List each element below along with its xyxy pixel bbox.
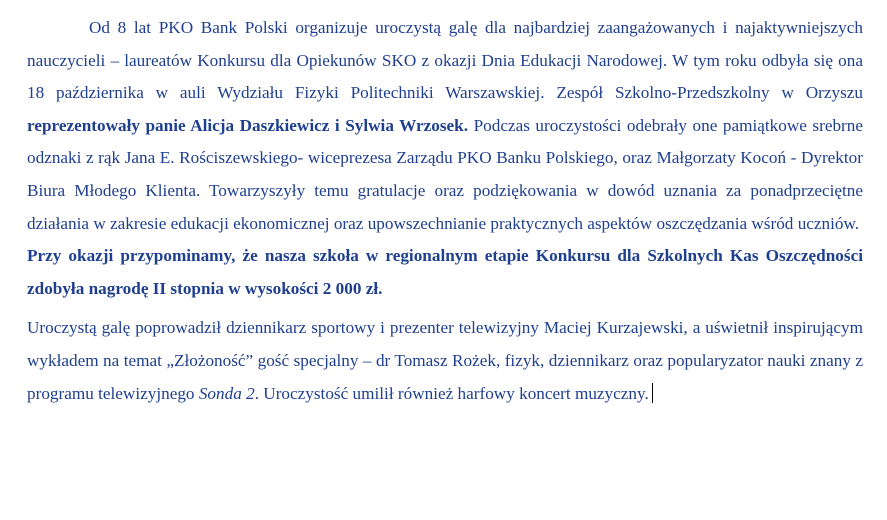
paragraph-school-award (27, 240, 863, 305)
bold-award-text: Przy okazji przypominamy, że nasza szkoła w regionalnym etapie Konkursu dla Szkolnych Kas Oszczędności zdobyła nagrodę II stopnia w wysokości 2 000 zł. (27, 246, 863, 298)
paragraph-gala-host (27, 312, 863, 410)
paragraph-text-continued: Podczas uroczystości odebrały one pamiątkowe srebrne odznaki z rąk Jana E. Rościszewskiego- wiceprezesa Zarządu PKO Banku Polskiego, oraz Małgorzaty Kocoń - Dyrektor Biura Młodego Klienta. Towarzyszyły temu gratulacje oraz podziękowania w dowód uznania za ponadprzeciętne działania w zakresie edukacji ekonomicznej oraz upowszechnianie praktycznych aspektów oszczędzania wśród uczniów. (27, 115, 864, 233)
italic-program-name: Sonda 2 (198, 383, 255, 403)
paragraph-text-end: . Uroczystość umilił również harfowy koncert muzyczny. (254, 383, 649, 403)
text-cursor (652, 383, 653, 403)
paragraph-gala-report (27, 12, 863, 240)
bold-representatives: reprezentowały panie Alicja Daszkiewicz i Sylwia Wrzosek. (27, 115, 469, 135)
paragraph-text: Od 8 lat PKO Bank Polski organizuje uroczystą galę dla najbardziej zaangażowanych i najaktywniejszych nauczycieli – laureatów Konkursu dla Opiekunów SKO z okazji Dnia Edukacji Narodowej. W tym roku odbyła się ona 18 października w auli Wydziału Fizyki Politechniki Warszawskiej. Zespół Szkolno-Przedszkolny w Orzyszu (27, 18, 863, 103)
paragraph-text: Uroczystą galę poprowadził dziennikarz sportowy i prezenter telewizyjny Maciej Kurzajewski, a uświetnił inspirującym wykładem na temat „Złożoność” gość specjalny – dr Tomasz Rożek, fizyk, dziennikarz oraz popularyzator nauki znany z programu telewizyjnego (27, 318, 863, 403)
